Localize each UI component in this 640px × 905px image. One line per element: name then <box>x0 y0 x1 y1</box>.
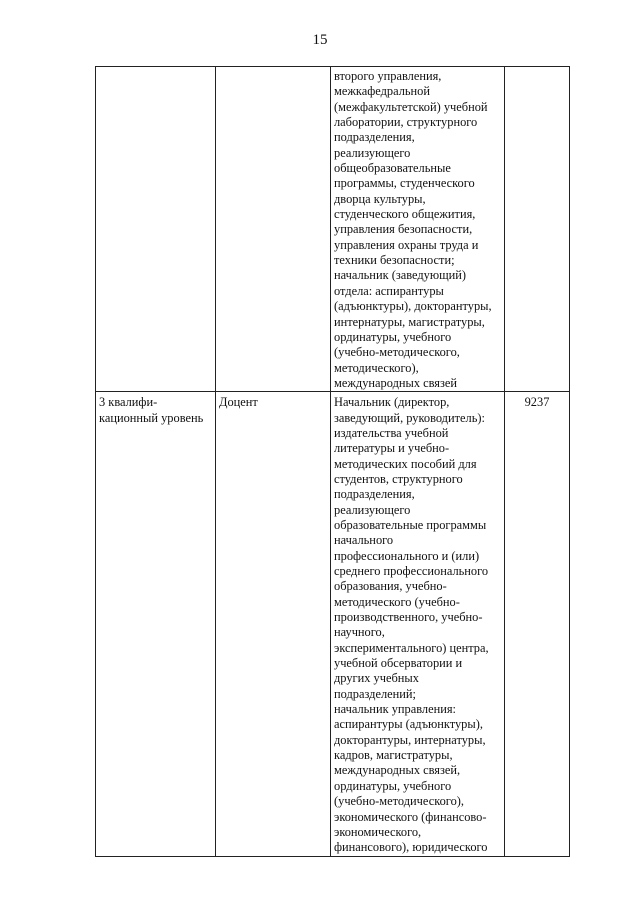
job-titles-cell: Начальник (директор, заведующий, руководитель): издательства учебной литературы и учебно- методических пособий для студентов, структурного подразделения, реализующего образовательные программы начального профессионального и (или) среднего профессионального образования, учебно- методического (учебно- производственного, учебно- научного, экспериментального) центра, учебной обсерватории и других учебных подразделений; начальник управления: аспирантуры (адъюнктуры), докторантуры, интернатуры, кадров, магистратуры, международных связей, ординатуры, учебного (учебно-методического), экономического (финансово- экономического, финансового), юридического <box>331 392 505 856</box>
salary-table <box>95 66 570 857</box>
qualification-level-cell <box>96 67 216 392</box>
table-row <box>96 67 570 392</box>
job-titles-cell: второго управления, межкафедральной (межфакультетской) учебной лаборатории, структурного подразделения, реализующего общеобразовательные программы, студенческого дворца культуры, студенческого общежития, управления безопасности, управления охраны труда и техники безопасности; начальник (заведующий) отдела: аспирантуры (адъюнктуры), докторантуры, интернатуры, магистратуры, ординатуры, учебного (учебно-методического, методического), международных связей <box>331 67 505 392</box>
qualification-level-cell: 3 квалифи- кационный уровень <box>96 392 216 856</box>
position-cell <box>216 67 331 392</box>
position-cell: Доцент <box>216 392 331 856</box>
table-row <box>96 392 570 856</box>
salary-cell: 9237 <box>505 392 570 856</box>
salary-cell <box>505 67 570 392</box>
page-number: 15 <box>312 32 328 48</box>
